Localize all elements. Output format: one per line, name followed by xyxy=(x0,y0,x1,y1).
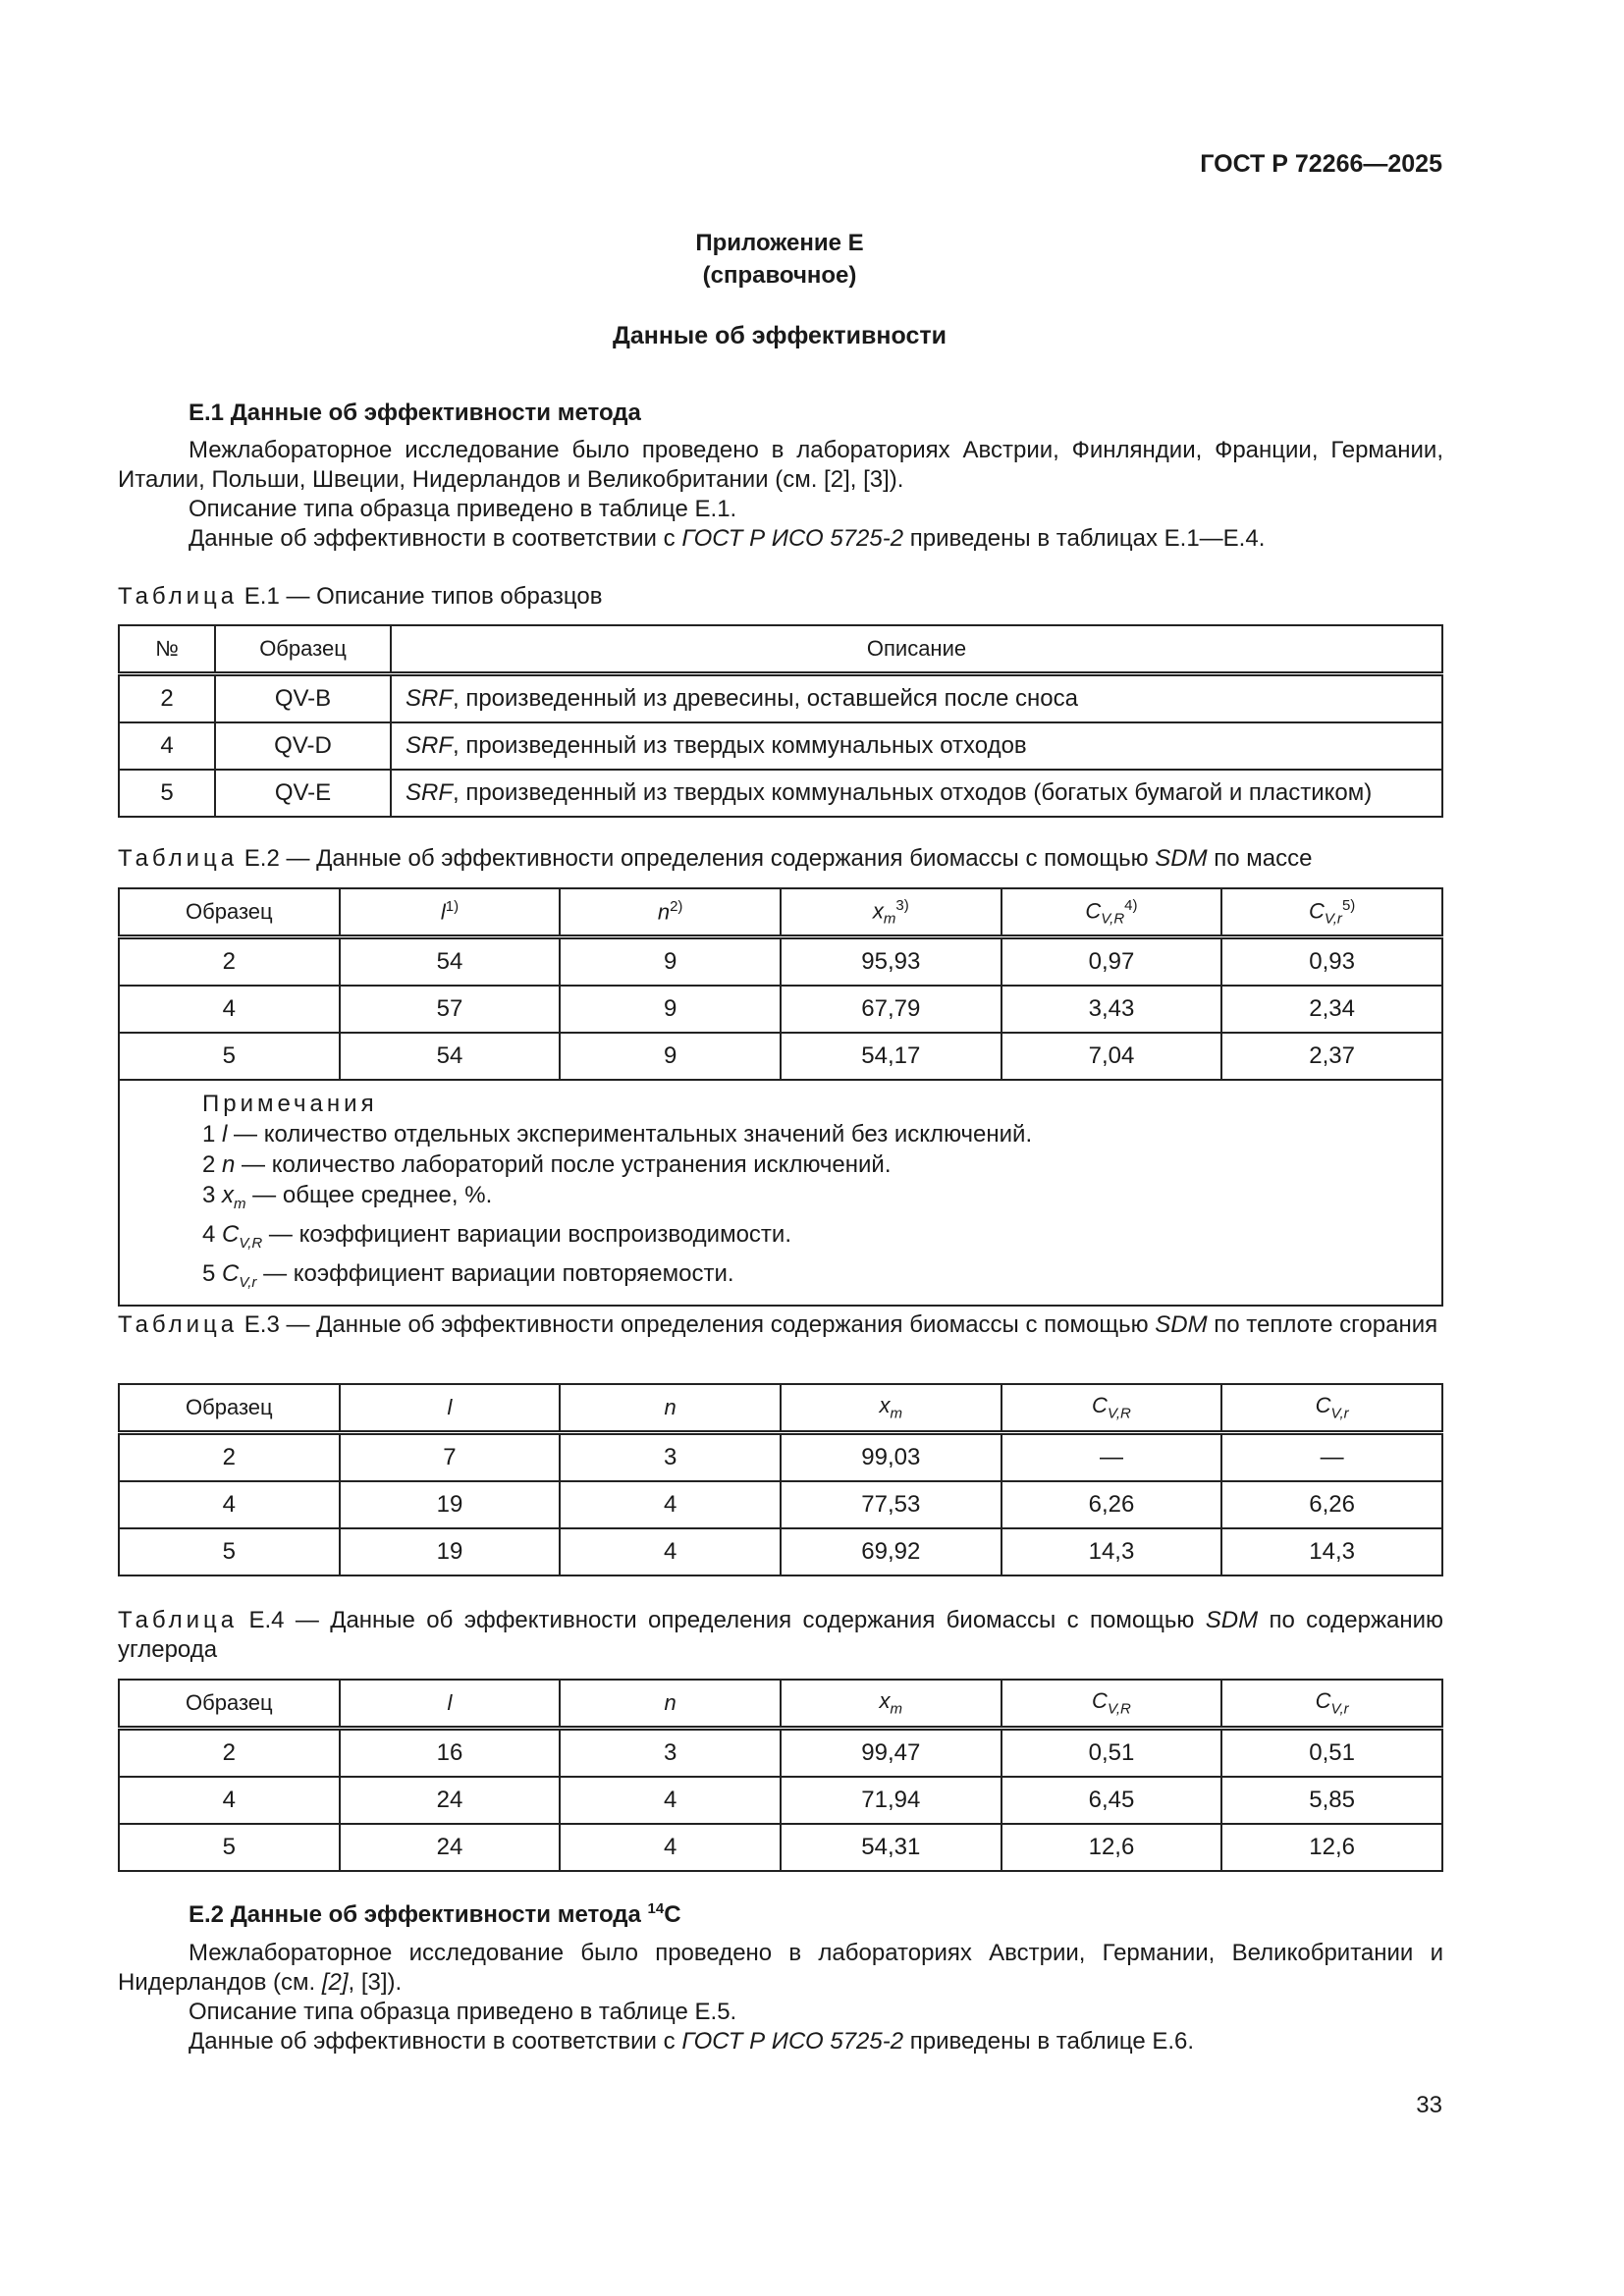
table-row: 4 QV-D SRF, произведенный из твердых коммунальных отходов xyxy=(119,722,1442,770)
appendix-heading: Данные об эффективности xyxy=(613,322,947,349)
table-e4: Образец l n $x_m$ $C_{V,R}$ $C_{V,r}$ 2 16 3 99,47 0,51 0,51 4 24 4 71,94 6,45 5,85 5 24 4 54,31 12,6 12,6 xyxy=(118,1679,1443,1872)
table-row: 2 7 3 99,03 — — xyxy=(119,1433,1442,1482)
table-row: 5 QV-E SRF, произведенный из твердых коммунальных отходов (богатых бумагой и пластиком) xyxy=(119,770,1442,817)
table-row: 4 57 9 67,79 3,43 2,34 xyxy=(119,986,1442,1033)
paragraph: Межлабораторное исследование было проведено в лабораториях Австрии, Финляндии, Франции, Германии, Италии, Польши, Швеции, Нидерландов и Великобритании (см. [2], [3]). Описание типа образца приведено в таблице Е.1. Данные об эффективности в соответствии с ГОСТ Р ИСО 5725-2 приведены в таблицах Е.1—Е.4. xyxy=(118,437,1443,552)
table-caption: Таблица Е.2 — Данные об эффективности определения содержания биомассы с помощью SDM по массе xyxy=(118,845,1313,872)
table-row: 5 19 4 69,92 14,3 14,3 xyxy=(119,1528,1442,1575)
table-caption: Таблица Е.1 — Описание типов образцов xyxy=(118,583,603,610)
table-e3: Образец l n $x_m$ $C_{V,R}$ $C_{V,r}$ 2 7 3 99,03 — — 4 19 4 77,53 6,26 6,26 5 19 4 69,92 14,3 14,3 xyxy=(118,1383,1443,1576)
table-caption: Таблица Е.4 — Данные об эффективности определения содержания биомассы с помощью SDM по содержанию углерода xyxy=(118,1607,1444,1663)
table-e1: № Образец Описание 2 QV-B SRF, произведенный из древесины, оставшейся после сноса 4 QV-D SRF, произведенный из твердых коммунальных отходов 5 QV-E SRF, произведенный из твердых коммунальных отходов (богатых бумагой и пластиком) xyxy=(118,624,1443,818)
page-number: 33 xyxy=(1416,2092,1442,2118)
table-row: 2 QV-B SRF, произведенный из древесины, оставшейся после сноса xyxy=(119,674,1442,723)
paragraph: Межлабораторное исследование было проведено в лабораториях Австрии, Германии, Великобритании и Нидерландов (см. [2], [3]). Описание типа образца приведено в таблице Е.5. Данные об эффективности в соответствии с ГОСТ Р ИСО 5725-2 приведены в таблице Е.6. xyxy=(118,1940,1443,2055)
appendix-subtitle: (справочное) xyxy=(702,262,857,289)
table-notes: Примечания 1 l — количество отдельных экспериментальных значений без исключений. 2 n — количество лабораторий после устранения исключений. 3 $x_m$ — общее среднее, %. 4 $C_{V,R}$ — коэффициент вариации воспроизводимости. 5 $C_{V,r}$ — коэффициент вариации повторяемости. xyxy=(119,1080,1442,1306)
table-row: 5 24 4 54,31 12,6 12,6 xyxy=(119,1824,1442,1871)
table-row: 2 54 9 95,93 0,97 0,93 xyxy=(119,937,1442,987)
table-row: 4 19 4 77,53 6,26 6,26 xyxy=(119,1481,1442,1528)
table-row: 5 54 9 54,17 7,04 2,37 xyxy=(119,1033,1442,1080)
table-e2: Образец $l^{1)}$ $n^{2)}$ $x_m^{3)}$ $C_{V,R}^{4)}$ $C_{V,r}^{5)}$ 2 54 9 95,93 0,97 0,93 4 57 9 67,79 3,43 2,34 5 54 9 54,17 7,04 2,37 Примечания 1 l — количество отдельных экспериментальных значений без исключений. 2 n — количество лабораторий после устранения исключений. 3 $x_m$ — общее среднее, %. 4 $C_{V,R}$ — коэффициент вариации воспроизводимости. 5 $C_{V,r}$ — коэффициент вариации повторяемости. xyxy=(118,887,1443,1307)
table-row: 4 24 4 71,94 6,45 5,85 xyxy=(119,1777,1442,1824)
section-heading-e2: Е.2 Данные об эффективности метода $^{14}$C xyxy=(189,1900,681,1928)
table-caption: Таблица Е.3 — Данные об эффективности определения содержания биомассы с помощью SDM по теплоте сгорания xyxy=(118,1311,1438,1338)
appendix-title: Приложение Е xyxy=(695,230,864,256)
table-row: 2 16 3 99,47 0,51 0,51 xyxy=(119,1729,1442,1778)
section-heading-e1: Е.1 Данные об эффективности метода xyxy=(189,400,641,426)
document-id: ГОСТ Р 72266—2025 xyxy=(1200,150,1442,178)
